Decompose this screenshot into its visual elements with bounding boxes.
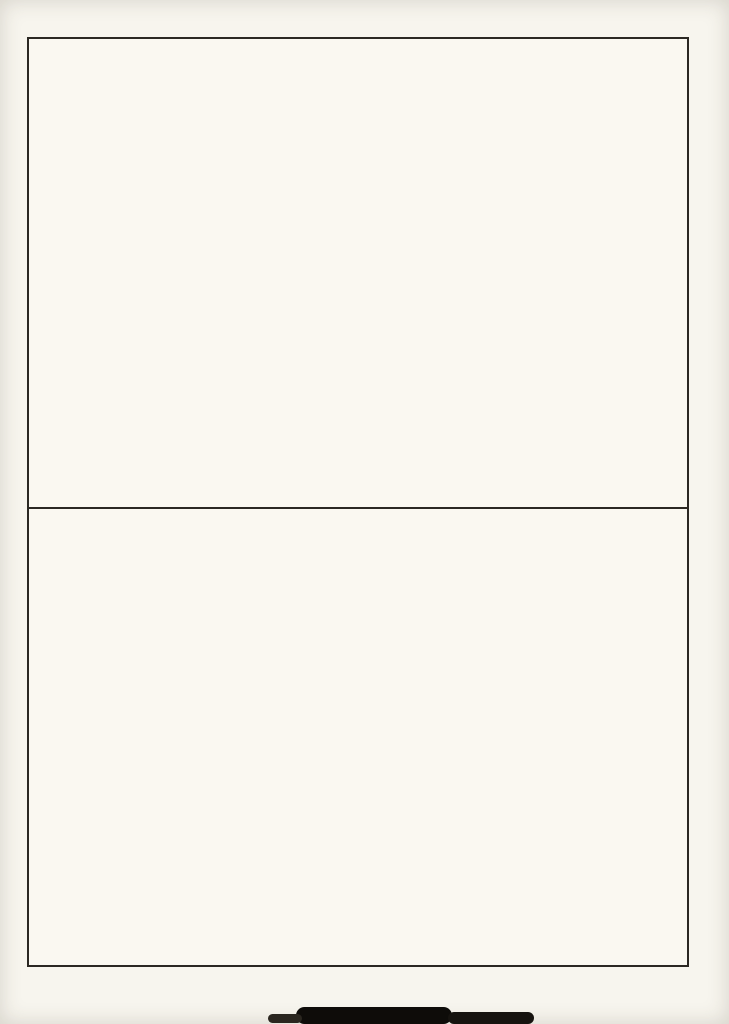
roster-table bbox=[27, 37, 689, 967]
ink-smudge-artifact bbox=[268, 1014, 302, 1023]
ink-smudge-artifact bbox=[448, 1012, 534, 1024]
roster-top-half bbox=[29, 39, 687, 509]
ink-smudge-artifact bbox=[296, 1007, 452, 1024]
roster-bottom-half bbox=[29, 509, 687, 965]
